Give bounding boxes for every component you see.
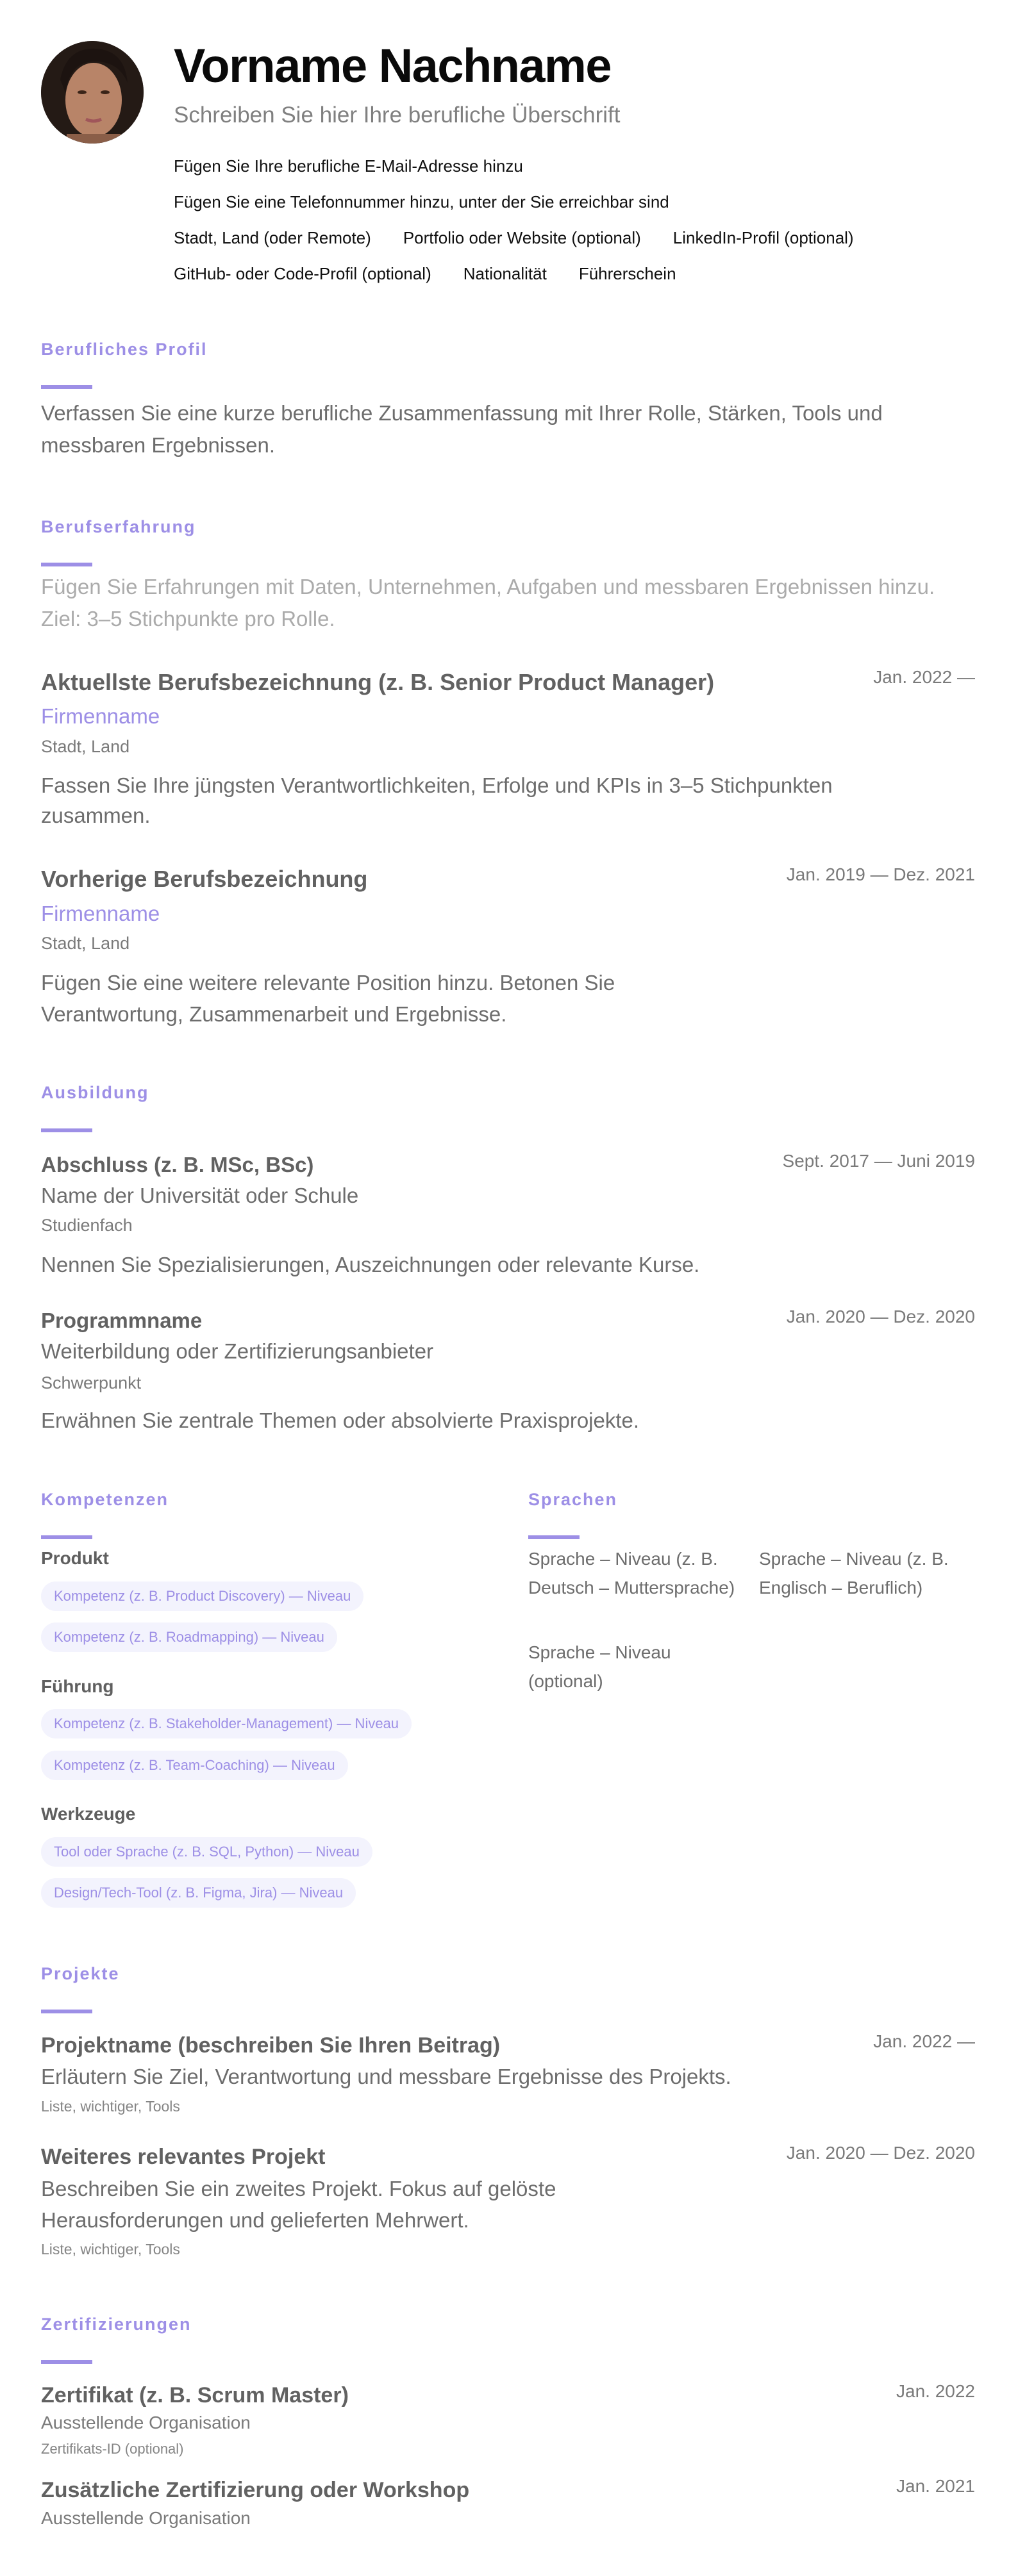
- certification-id: Zertifikats-ID (optional): [41, 2441, 184, 2457]
- skill-group-title: Produkt: [41, 1548, 109, 1568]
- job-date: Jan. 2019 — Dez. 2021: [786, 864, 975, 884]
- job-description: Fügen Sie eine weitere relevante Position hinzu. Betonen Sie Verantwortung, Zusammenarbeit und Ergebnisse.: [41, 971, 615, 1026]
- project-tools: Liste, wichtiger, Tools: [41, 2098, 180, 2115]
- section-underline: [41, 2360, 92, 2364]
- avatar-portrait-icon: [41, 41, 144, 144]
- section-heading-skills: [41, 1489, 169, 1510]
- skill-group-title: Führung: [41, 1676, 114, 1696]
- certification-date: Jan. 2022: [896, 2381, 975, 2401]
- location: Stadt, Land (oder Remote): [174, 228, 371, 247]
- full-name: Vorname Nachname: [174, 39, 611, 92]
- education-description: Nennen Sie Spezialisierungen, Auszeichnungen oder relevante Kurse.: [41, 1253, 700, 1276]
- contact-row-extra: [174, 256, 676, 292]
- project-date: Jan. 2020 — Dez. 2020: [786, 2143, 975, 2163]
- field-of-study: Studienfach: [41, 1216, 133, 1235]
- project-description: Erläutern Sie Ziel, Verantwortung und messbare Ergebnisse des Projekts.: [41, 2065, 731, 2088]
- section-heading-languages: [528, 1489, 617, 1510]
- section-heading-experience: [41, 516, 196, 538]
- section-title: Berufliches Profil: [41, 340, 208, 359]
- education-date: Jan. 2020 — Dez. 2020: [786, 1307, 975, 1326]
- github-link[interactable]: GitHub- oder Code-Profil (optional): [174, 264, 431, 283]
- section-underline: [528, 1535, 580, 1539]
- institution: Name der Universität oder Schule: [41, 1184, 359, 1207]
- professional-headline: Schreiben Sie hier Ihre berufliche Überschrift: [174, 103, 621, 128]
- skill-tag: Kompetenz (z. B. Roadmapping) — Niveau: [41, 1622, 337, 1652]
- project-title: Projektname (beschreiben Sie Ihren Beitrag): [41, 2033, 501, 2058]
- section-underline: [41, 1535, 92, 1539]
- drivers-license: Führerschein: [578, 264, 676, 283]
- degree-title: Abschluss (z. B. MSc, BSc): [41, 1153, 314, 1177]
- project-title: Weiteres relevantes Projekt: [41, 2145, 326, 2169]
- skill-tag: Kompetenz (z. B. Team-Coaching) — Niveau: [41, 1751, 348, 1780]
- job-location: Stadt, Land: [41, 737, 130, 756]
- email[interactable]: Fügen Sie Ihre berufliche E-Mail-Adresse hinzu: [174, 156, 523, 176]
- language-item: Sprache – Niveau (optional): [528, 1642, 671, 1691]
- job-date: Jan. 2022 —: [873, 667, 975, 687]
- institution: Weiterbildung oder Zertifizierungsanbieter: [41, 1339, 434, 1363]
- project-description: Beschreiben Sie ein zweites Projekt. Fokus auf gelöste Herausforderungen und gelieferten Mehrwert.: [41, 2177, 556, 2232]
- contact-row-email: [174, 148, 523, 184]
- section-underline: [41, 1128, 92, 1132]
- focus-area: Schwerpunkt: [41, 1373, 142, 1392]
- job-company: Firmenname: [41, 704, 160, 728]
- language-item: Sprache – Niveau (z. B. Englisch – Beruflich): [759, 1549, 949, 1598]
- education-description: Erwähnen Sie zentrale Themen oder absolvierte Praxisprojekte.: [41, 1408, 640, 1432]
- section-heading-education: [41, 1082, 149, 1103]
- section-underline: [41, 563, 92, 566]
- section-title: Ausbildung: [41, 1083, 149, 1102]
- skill-group-title: Werkzeuge: [41, 1804, 136, 1824]
- section-heading-certifications: [41, 2313, 192, 2335]
- experience-hint: Fügen Sie Erfahrungen mit Daten, Unternehmen, Aufgaben und messbaren Ergebnissen hinzu. Ziel: 3–5 Stichpunkte pro Rolle.: [41, 575, 935, 631]
- project-date: Jan. 2022 —: [873, 2031, 975, 2051]
- certification-issuer: Ausstellende Organisation: [41, 2413, 251, 2432]
- certification-title: Zusätzliche Zertifizierung oder Workshop: [41, 2478, 470, 2502]
- job-company: Firmenname: [41, 902, 160, 925]
- section-underline: [41, 2010, 92, 2013]
- section-title: Berufserfahrung: [41, 517, 196, 536]
- job-description: Fassen Sie Ihre jüngsten Verantwortlichkeiten, Erfolge und KPIs in 3–5 Stichpunkten zusammen.: [41, 773, 833, 827]
- certification-issuer: Ausstellende Organisation: [41, 2508, 251, 2528]
- certification-title: Zertifikat (z. B. Scrum Master): [41, 2383, 349, 2407]
- phone[interactable]: Fügen Sie eine Telefonnummer hinzu, unter der Sie erreichbar sind: [174, 192, 669, 211]
- profile-photo: [41, 41, 144, 144]
- section-title: Kompetenzen: [41, 1490, 169, 1509]
- portfolio-link[interactable]: Portfolio oder Website (optional): [403, 228, 641, 247]
- project-tools: Liste, wichtiger, Tools: [41, 2241, 180, 2258]
- nationality: Nationalität: [463, 264, 547, 283]
- linkedin-link[interactable]: LinkedIn-Profil (optional): [672, 228, 854, 247]
- certification-date: Jan. 2021: [896, 2476, 975, 2496]
- contact-row-phone: [174, 184, 669, 220]
- section-title: Sprachen: [528, 1490, 618, 1509]
- contact-row-links: [174, 220, 854, 256]
- skill-tag: Kompetenz (z. B. Product Discovery) — Niveau: [41, 1581, 363, 1611]
- job-title: Vorherige Berufsbezeichnung: [41, 866, 368, 892]
- section-underline: [41, 385, 92, 389]
- section-heading-projects: [41, 1963, 120, 1985]
- skill-tag: Kompetenz (z. B. Stakeholder-Management) — Niveau: [41, 1709, 412, 1738]
- education-date: Sept. 2017 — Juni 2019: [782, 1151, 975, 1171]
- job-title: Aktuellste Berufsbezeichnung (z. B. Senior Product Manager): [41, 669, 715, 695]
- skill-tag: Tool oder Sprache (z. B. SQL, Python) — Niveau: [41, 1837, 372, 1867]
- section-title: Projekte: [41, 1964, 120, 1983]
- profile-summary: Verfassen Sie eine kurze berufliche Zusammenfassung mit Ihrer Rolle, Stärken, Tools und messbaren Ergebnissen.: [41, 401, 883, 457]
- skill-tag: Design/Tech-Tool (z. B. Figma, Jira) — Niveau: [41, 1878, 356, 1908]
- section-title: Zertifizierungen: [41, 2315, 192, 2334]
- section-heading-profile: [41, 338, 208, 360]
- job-location: Stadt, Land: [41, 934, 130, 953]
- language-item: Sprache – Niveau (z. B. Deutsch – Muttersprache): [528, 1549, 735, 1598]
- program-title: Programmname: [41, 1309, 203, 1332]
